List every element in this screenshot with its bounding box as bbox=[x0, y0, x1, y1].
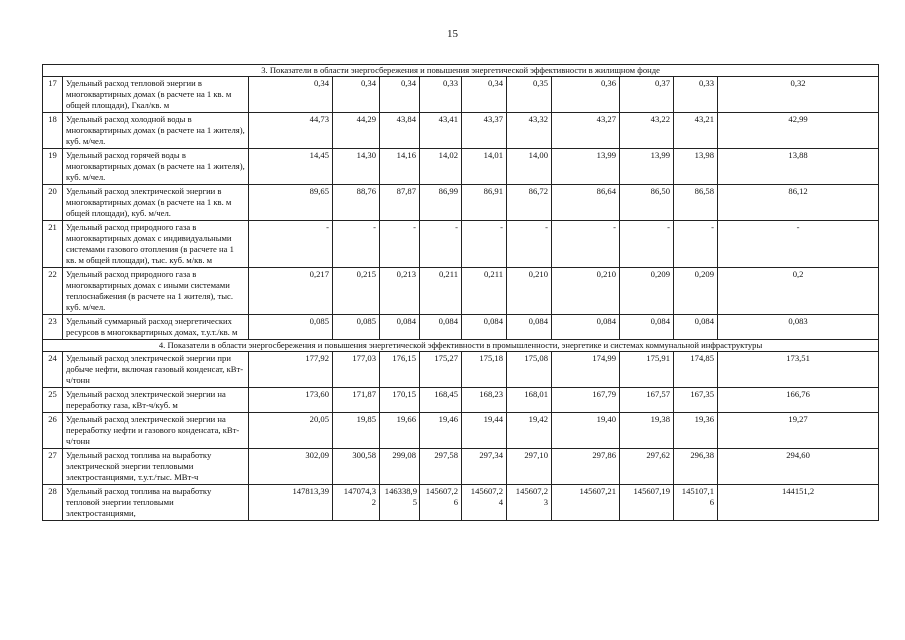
value-cell: 145607,21 bbox=[552, 485, 620, 521]
value-cell: 0,084 bbox=[552, 315, 620, 340]
table-body bbox=[43, 65, 879, 521]
value-cell: 0,215 bbox=[333, 268, 380, 315]
value-cell: 174,85 bbox=[674, 352, 718, 388]
value-cell: 13,99 bbox=[620, 149, 674, 185]
value-cell: 43,32 bbox=[507, 113, 552, 149]
value-cell bbox=[380, 485, 420, 521]
value-text: 145607,26 bbox=[425, 486, 458, 507]
value-cell: 0,34 bbox=[380, 77, 420, 113]
value-cell: - bbox=[333, 221, 380, 268]
value-cell: 0,209 bbox=[620, 268, 674, 315]
value-text: 145607,24 bbox=[470, 486, 503, 507]
value-cell: 43,21 bbox=[674, 113, 718, 149]
value-cell: - bbox=[462, 221, 507, 268]
value-cell: 0,083 bbox=[718, 315, 879, 340]
value-cell: 19,36 bbox=[674, 413, 718, 449]
row-number: 20 bbox=[43, 185, 63, 221]
table-row bbox=[43, 449, 879, 485]
value-cell: 43,22 bbox=[620, 113, 674, 149]
value-cell: 86,12 bbox=[718, 185, 879, 221]
value-cell: 43,37 bbox=[462, 113, 507, 149]
value-cell: 43,41 bbox=[420, 113, 462, 149]
value-cell: 20,05 bbox=[249, 413, 333, 449]
section-header-row bbox=[43, 340, 879, 352]
value-cell: 0,213 bbox=[380, 268, 420, 315]
table-row bbox=[43, 485, 879, 521]
value-cell: 0,084 bbox=[462, 315, 507, 340]
value-cell: 0,210 bbox=[507, 268, 552, 315]
value-cell: 302,09 bbox=[249, 449, 333, 485]
value-cell: 0,34 bbox=[333, 77, 380, 113]
value-cell: 86,72 bbox=[507, 185, 552, 221]
value-cell: 297,10 bbox=[507, 449, 552, 485]
value-cell: 19,46 bbox=[420, 413, 462, 449]
value-cell: - bbox=[674, 221, 718, 268]
value-cell: 44,29 bbox=[333, 113, 380, 149]
value-cell: 44,73 bbox=[249, 113, 333, 149]
value-cell: 173,51 bbox=[718, 352, 879, 388]
value-cell: 88,76 bbox=[333, 185, 380, 221]
value-cell bbox=[507, 485, 552, 521]
value-cell: 168,23 bbox=[462, 388, 507, 413]
value-cell: 19,66 bbox=[380, 413, 420, 449]
value-cell bbox=[420, 485, 462, 521]
value-cell: 166,76 bbox=[718, 388, 879, 413]
value-cell: 19,38 bbox=[620, 413, 674, 449]
value-cell: 297,34 bbox=[462, 449, 507, 485]
table-row bbox=[43, 388, 879, 413]
section-title: 4. Показатели в области энергосбережения и повышения энергетической эффективности в промышленности, энергетике и системах коммунальной инфраструктуры bbox=[43, 340, 879, 352]
row-number: 28 bbox=[43, 485, 63, 521]
value-cell: 145607,19 bbox=[620, 485, 674, 521]
indicator-name: Удельный расход электрической энергии при добыче нефти, включая газовый конденсат, кВт-ч/тонн bbox=[63, 352, 249, 388]
row-number: 26 bbox=[43, 413, 63, 449]
value-cell: 297,86 bbox=[552, 449, 620, 485]
value-cell: - bbox=[249, 221, 333, 268]
indicator-name: Удельный расход природного газа в многоквартирных домах с иными системами теплоснабжения (в расчете на 1 жителя), тыс. куб. м/чел. bbox=[63, 268, 249, 315]
row-number: 17 bbox=[43, 77, 63, 113]
indicator-name: Удельный расход тепловой энергии в многоквартирных домах (в расчете на 1 кв. м общей площади), Гкал/кв. м bbox=[63, 77, 249, 113]
table-row bbox=[43, 352, 879, 388]
value-cell: 299,08 bbox=[380, 449, 420, 485]
table-row bbox=[43, 77, 879, 113]
value-cell: 0,2 bbox=[718, 268, 879, 315]
indicator-name: Удельный расход природного газа в многоквартирных домах с индивидуальными системами газового отопления (в расчете на 1 кв. м общей площади), тыс. куб. м/кв. м bbox=[63, 221, 249, 268]
value-cell: 167,57 bbox=[620, 388, 674, 413]
value-cell: 14,01 bbox=[462, 149, 507, 185]
value-cell: 0,34 bbox=[249, 77, 333, 113]
value-cell: 86,58 bbox=[674, 185, 718, 221]
value-cell: 13,98 bbox=[674, 149, 718, 185]
value-cell: 0,084 bbox=[674, 315, 718, 340]
value-text: 146338,95 bbox=[384, 486, 417, 507]
value-cell: 13,99 bbox=[552, 149, 620, 185]
value-cell: 297,62 bbox=[620, 449, 674, 485]
table-row bbox=[43, 113, 879, 149]
value-cell: - bbox=[420, 221, 462, 268]
row-number: 21 bbox=[43, 221, 63, 268]
value-cell: 294,60 bbox=[718, 449, 879, 485]
row-number: 25 bbox=[43, 388, 63, 413]
value-cell: - bbox=[552, 221, 620, 268]
indicators-table bbox=[42, 64, 879, 521]
indicator-name: Удельный расход топлива на выработку электрической энергии тепловыми электростанциями, т.у.т./тыс. МВт-ч bbox=[63, 449, 249, 485]
value-cell: 170,15 bbox=[380, 388, 420, 413]
indicator-name: Удельный расход горячей воды в многоквартирных домах (в расчете на 1 жителя), куб. м/чел. bbox=[63, 149, 249, 185]
value-cell bbox=[333, 485, 380, 521]
value-cell: - bbox=[620, 221, 674, 268]
value-cell: 86,50 bbox=[620, 185, 674, 221]
value-cell: 43,27 bbox=[552, 113, 620, 149]
value-cell: 19,85 bbox=[333, 413, 380, 449]
table-row bbox=[43, 221, 879, 268]
indicator-name: Удельный расход электрической энергии на переработку нефти и газового конденсата, кВт-ч/тонн bbox=[63, 413, 249, 449]
value-cell: 177,92 bbox=[249, 352, 333, 388]
value-cell: 0,33 bbox=[674, 77, 718, 113]
value-cell: 0,084 bbox=[507, 315, 552, 340]
value-cell bbox=[674, 485, 718, 521]
value-cell: 19,42 bbox=[507, 413, 552, 449]
value-cell: 297,58 bbox=[420, 449, 462, 485]
value-cell: 0,34 bbox=[462, 77, 507, 113]
value-text: 145607,23 bbox=[515, 486, 548, 507]
value-cell: 13,88 bbox=[718, 149, 879, 185]
indicator-name: Удельный расход электрической энергии в многоквартирных домах (в расчете на 1 кв. м общей площади), куб. м/чел. bbox=[63, 185, 249, 221]
value-cell: 0,085 bbox=[249, 315, 333, 340]
value-cell: 175,27 bbox=[420, 352, 462, 388]
section-title: 3. Показатели в области энергосбережения и повышения энергетической эффективности в жилищном фонде bbox=[43, 65, 879, 77]
row-number: 24 bbox=[43, 352, 63, 388]
value-cell: 0,36 bbox=[552, 77, 620, 113]
value-cell: 0,37 bbox=[620, 77, 674, 113]
value-cell: 175,91 bbox=[620, 352, 674, 388]
value-cell: 0,209 bbox=[674, 268, 718, 315]
value-cell: 175,18 bbox=[462, 352, 507, 388]
value-cell: 168,01 bbox=[507, 388, 552, 413]
value-cell: 86,91 bbox=[462, 185, 507, 221]
value-cell: 0,085 bbox=[333, 315, 380, 340]
value-cell: 0,217 bbox=[249, 268, 333, 315]
value-cell: - bbox=[507, 221, 552, 268]
value-cell: 0,32 bbox=[718, 77, 879, 113]
value-cell: 0,084 bbox=[420, 315, 462, 340]
row-number: 19 bbox=[43, 149, 63, 185]
value-cell: 14,45 bbox=[249, 149, 333, 185]
table-row bbox=[43, 185, 879, 221]
value-cell: 14,00 bbox=[507, 149, 552, 185]
indicator-name: Удельный расход холодной воды в многоквартирных домах (в расчете на 1 жителя), куб. м/чел. bbox=[63, 113, 249, 149]
value-cell: 0,35 bbox=[507, 77, 552, 113]
value-cell bbox=[462, 485, 507, 521]
value-cell: 86,64 bbox=[552, 185, 620, 221]
value-text: 145107,16 bbox=[681, 486, 714, 507]
value-cell: 144151,2 bbox=[718, 485, 879, 521]
value-cell: 19,40 bbox=[552, 413, 620, 449]
row-number: 18 bbox=[43, 113, 63, 149]
table-row bbox=[43, 149, 879, 185]
value-cell: 42,99 bbox=[718, 113, 879, 149]
table-row bbox=[43, 315, 879, 340]
row-number: 27 bbox=[43, 449, 63, 485]
value-cell: 173,60 bbox=[249, 388, 333, 413]
value-cell: 174,99 bbox=[552, 352, 620, 388]
value-cell: 296,38 bbox=[674, 449, 718, 485]
value-cell: 14,30 bbox=[333, 149, 380, 185]
value-cell: 86,99 bbox=[420, 185, 462, 221]
value-cell: 147813,39 bbox=[249, 485, 333, 521]
value-cell: 177,03 bbox=[333, 352, 380, 388]
value-cell: 168,45 bbox=[420, 388, 462, 413]
value-cell: 14,16 bbox=[380, 149, 420, 185]
table-row bbox=[43, 413, 879, 449]
row-number: 22 bbox=[43, 268, 63, 315]
value-cell: 167,35 bbox=[674, 388, 718, 413]
value-cell: 19,44 bbox=[462, 413, 507, 449]
value-cell: - bbox=[380, 221, 420, 268]
value-text: 147074,32 bbox=[343, 486, 376, 507]
row-number: 23 bbox=[43, 315, 63, 340]
value-cell: 0,33 bbox=[420, 77, 462, 113]
table-row bbox=[43, 268, 879, 315]
value-cell: 300,58 bbox=[333, 449, 380, 485]
section-header-row bbox=[43, 65, 879, 77]
value-cell: 87,87 bbox=[380, 185, 420, 221]
value-cell: 14,02 bbox=[420, 149, 462, 185]
indicator-name: Удельный расход топлива на выработку тепловой энергии тепловыми электростанциями, bbox=[63, 485, 249, 521]
value-cell: 0,211 bbox=[462, 268, 507, 315]
value-cell: 175,08 bbox=[507, 352, 552, 388]
indicator-name: Удельный расход электрической энергии на переработку газа, кВт-ч/куб. м bbox=[63, 388, 249, 413]
indicator-name: Удельный суммарный расход энергетических ресурсов в многоквартирных домах, т.у.т./кв. м bbox=[63, 315, 249, 340]
value-cell: 43,84 bbox=[380, 113, 420, 149]
value-cell: 167,79 bbox=[552, 388, 620, 413]
page-number: 15 bbox=[447, 28, 458, 40]
value-cell: 0,210 bbox=[552, 268, 620, 315]
value-cell: 0,084 bbox=[380, 315, 420, 340]
value-cell: - bbox=[718, 221, 879, 268]
value-cell: 89,65 bbox=[249, 185, 333, 221]
value-cell: 19,27 bbox=[718, 413, 879, 449]
value-cell: 176,15 bbox=[380, 352, 420, 388]
value-cell: 0,084 bbox=[620, 315, 674, 340]
value-cell: 171,87 bbox=[333, 388, 380, 413]
value-cell: 0,211 bbox=[420, 268, 462, 315]
